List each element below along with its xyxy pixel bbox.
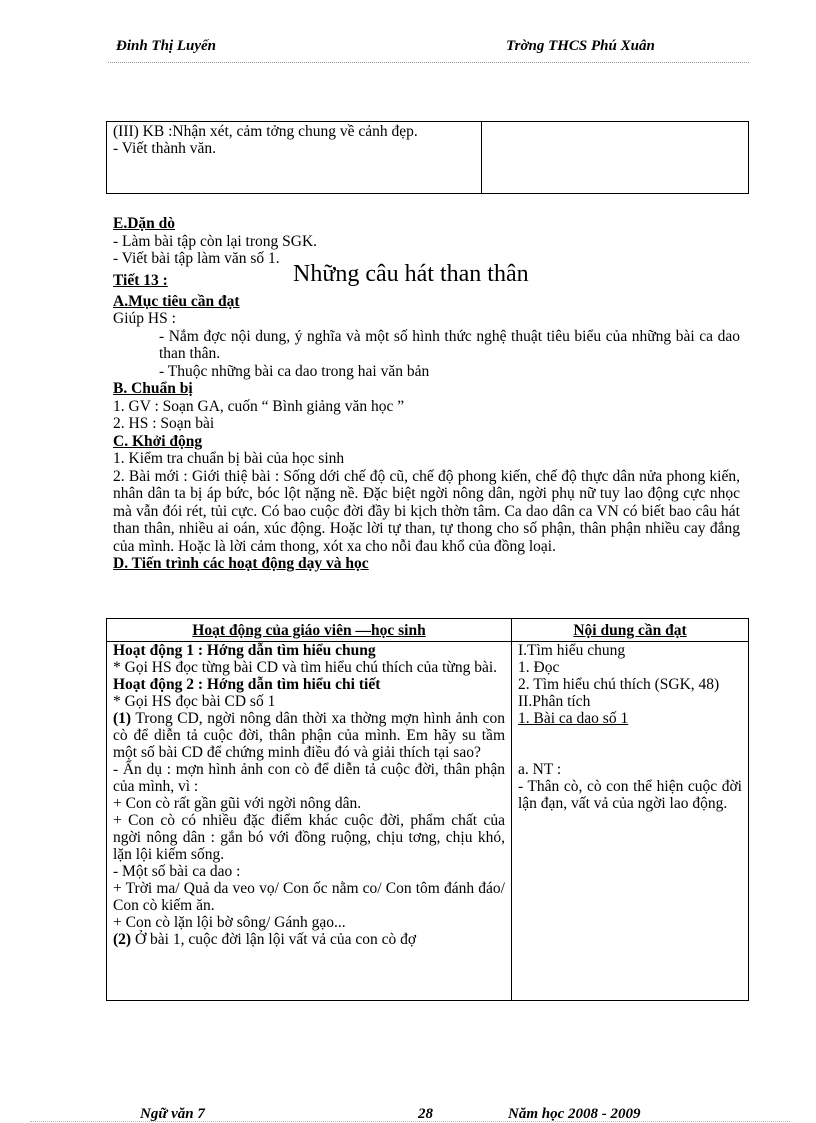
content-line: I.Tìm hiểu chung xyxy=(518,642,626,659)
warmup-item: 2. Bài mới : Giới thiệ bài : Sống dới chế độ cũ, chế độ phong kiến, chế độ thực dân nửa phong kiến, nhân dân ta bị áp bức, bóc lột nặng nề. Đặc biệt ngời nông dân, ngời phụ nữ tuy lao động cực nhọc mà vẫn đói rét, tủi cực. Có bao cuộc đời đầy bi kịch thờn tâm. Ca dao dân ca VN có biết bao câu hát than thân, nhiều ai oán, xúc động. Hoặc lời tự than, tự thong cho số phận, thân phận nhiều cay đắng của mình. Hoặc là lời cảm thong, xót xa cho nỗi đau khổ của đồng loại. xyxy=(113,467,740,555)
activity-text: + Con cò có nhiều đặc điểm khác cuộc đời, phẩm chất của ngời nông dân : gắn bó với đồng ruộng, chịu tơng, chịu khó, lặn lội kiếm sống. xyxy=(113,812,505,863)
lesson-title: Những câu hát than thân xyxy=(293,260,529,287)
activities-table xyxy=(106,618,749,1001)
activity-line xyxy=(113,863,505,880)
section-d-heading: D. Tiến trình các hoạt động dạy và học xyxy=(113,555,369,572)
prep-item: 1. GV : Soạn GA, cuốn “ Bình giảng văn học ” xyxy=(113,397,405,415)
content-line: 2. Tìm hiểu chú thích (SGK, 48) xyxy=(518,676,720,693)
footer-divider xyxy=(30,1121,790,1122)
header-school: Trờng THCS Phú Xuân xyxy=(506,38,655,54)
table-header-row xyxy=(107,619,749,642)
prep-item: 2. HS : Soạn bài xyxy=(113,415,215,432)
section-a-intro: Giúp HS : xyxy=(113,310,176,327)
content-line: - Thân cò, cò con thể hiện cuộc đời lận đạn, vất vả của ngời lao động. xyxy=(518,778,742,812)
activity-line xyxy=(113,914,505,931)
activity-bold: (2) xyxy=(113,931,132,948)
activity-line xyxy=(113,795,505,812)
lesson-title-row xyxy=(113,260,740,293)
table-row xyxy=(107,122,749,194)
activity-line xyxy=(113,693,505,710)
activity-line xyxy=(113,710,505,761)
activity-text: + Trời ma/ Quả da veo vọ/ Con ốc nằm co/ Con tôm đánh đáo/ Con cò kiếm ăn. xyxy=(113,880,505,914)
footer-subject: Ngữ văn 7 xyxy=(140,1106,205,1122)
footer-school-year: Năm học 2008 - 2009 xyxy=(508,1106,641,1122)
activities-cell xyxy=(107,642,512,1001)
activity-text: + Con cò lặn lội bờ sông/ Gánh gạo... xyxy=(113,914,346,931)
activity-line xyxy=(113,659,505,676)
activity-text: + Con cò rất gần gũi với ngời nông dân. xyxy=(113,795,362,812)
activity-text: - Ẩn dụ : mợn hình ảnh con cò để diễn tả cuộc đời, thân phận của mình, vì : xyxy=(113,761,505,795)
body-section xyxy=(113,215,740,573)
content-line: 1. Bài ca dao số 1 xyxy=(518,710,629,727)
activity-text: Trong CD, ngời nông dân thời xa thờng mợn hình ảnh con cò để diễn tả cuộc đời, thân phận của mình. Em hãy su tầm một số bài CD để chứng minh điều đó và giải thích tại sao? xyxy=(113,710,505,761)
content-spacer xyxy=(518,744,742,761)
content-spacer xyxy=(518,727,742,744)
empty-cell xyxy=(482,122,749,194)
activity-line xyxy=(113,812,505,863)
homework-item: - Viết bài tập làm văn số 1. xyxy=(113,250,280,267)
column-header-activities: Hoạt động của giáo viên —học sinh xyxy=(107,619,512,642)
section-b-heading: B. Chuẩn bị xyxy=(113,380,193,397)
activity-text: * Gọi HS đọc bài CD số 1 xyxy=(113,693,276,710)
content-line: II.Phân tích xyxy=(518,693,591,710)
objective-item: - Thuộc những bài ca dao trong hai văn bản xyxy=(159,362,430,380)
warmup-item: 1. Kiểm tra chuẩn bị bài của học sinh xyxy=(113,450,345,467)
activity-line xyxy=(113,931,505,948)
homework-item: - Làm bài tập còn lại trong SGK. xyxy=(113,232,318,250)
activity-line xyxy=(113,880,505,914)
activity-line xyxy=(113,761,505,795)
lesson-number: Tiết 13 : xyxy=(113,271,168,289)
header-author: Đinh Thị Luyến xyxy=(116,38,217,54)
conclusion-cell xyxy=(107,122,482,194)
conclusion-line: - Viết thành văn. xyxy=(113,140,216,157)
column-header-content: Nội dung cần đạt xyxy=(512,619,749,642)
footer-page-number: 28 xyxy=(418,1106,433,1122)
activity-line xyxy=(113,676,505,693)
activity-text: - Một số bài ca dao : xyxy=(113,863,241,880)
section-c-heading: C. Khởi động xyxy=(113,432,203,450)
activity-line xyxy=(113,642,505,659)
objective-item: - Nắm đợc nội dung, ý nghĩa và một số hình thức nghệ thuật tiêu biểu của những bài ca dao than thân. xyxy=(159,327,740,362)
activity-text: * Gọi HS đọc từng bài CD và tìm hiểu chú thích của từng bài. xyxy=(113,659,498,676)
header-divider xyxy=(108,62,749,63)
activity-bold: Hoạt động 2 : Hớng dẫn tìm hiểu chi tiết xyxy=(113,676,381,693)
table-row xyxy=(107,642,749,1001)
section-a-heading: A.Mục tiêu cần đạt xyxy=(113,292,240,310)
section-e-heading: E.Dặn dò xyxy=(113,215,176,232)
activity-bold: Hoạt động 1 : Hớng dẫn tìm hiểu chung xyxy=(113,642,376,659)
content-line: a. NT : xyxy=(518,761,562,778)
content-cell xyxy=(512,642,749,1001)
conclusion-table xyxy=(106,121,749,194)
content-line: 1. Đọc xyxy=(518,659,560,676)
activity-text: Ở bài 1, cuộc đời lận lội vất vả của con cò đợ xyxy=(131,931,417,948)
conclusion-line: (III) KB :Nhận xét, cảm tởng chung về cảnh đẹp. xyxy=(113,123,418,140)
activity-bold: (1) xyxy=(113,710,132,727)
